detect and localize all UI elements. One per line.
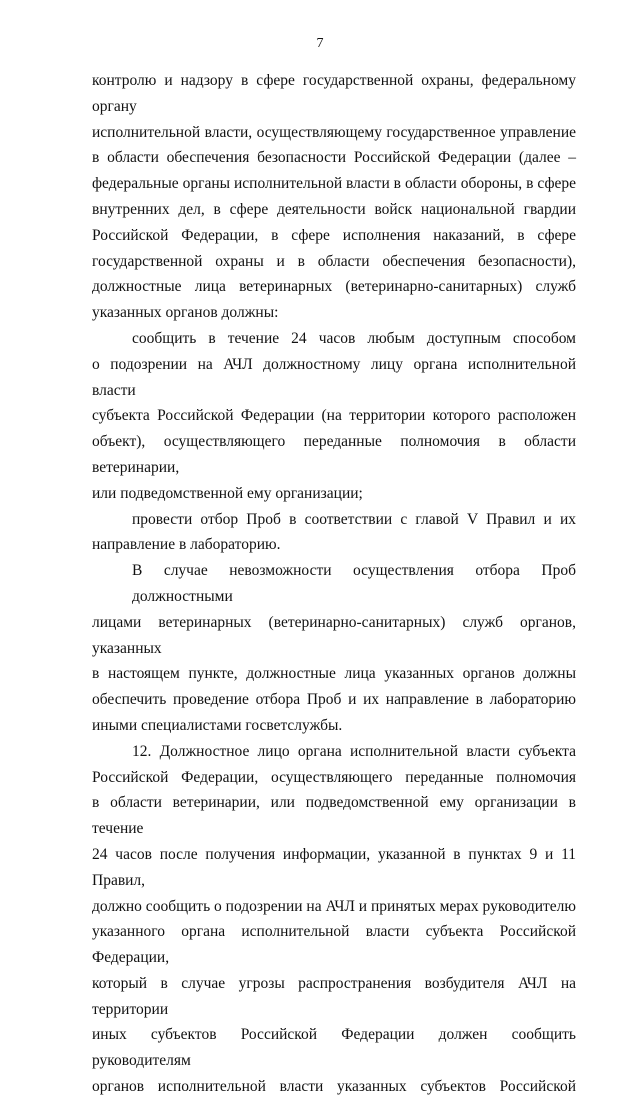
text-line: указанного органа исполнительной власти субъекта Российской Федерации, [92,923,576,967]
text-line: указанных органов должны: [92,304,279,322]
document-body [92,68,576,1100]
text-line: органов исполнительной власти указанных субъектов Российской [92,1078,576,1096]
text-line: 24 часов после получения информации, указанной в пунктах 9 и 11 Правил, [92,845,576,889]
text-line: государственной охраны и в области обеспечения безопасности), [92,252,576,270]
text-line: исполнительной власти, осуществляющему государственное управление [92,123,576,141]
paragraph-impossibility [92,558,576,739]
text-line: лицами ветеринарных (ветеринарно-санитарных) служб органов, указанных [92,613,576,657]
text-line: должно сообщить о подозрении на АЧЛ и принятых мерах руководителю [92,897,576,915]
text-line: направление в лабораторию. [92,536,281,554]
text-line: контролю и надзору в сфере государственной охраны, федеральному органу [92,72,576,115]
paragraph-continuation [92,68,576,326]
paragraph-report-suspicion [92,326,576,507]
paragraph-item-12 [92,739,576,1100]
text-line: Российской Федерации, в сфере исполнения наказаний, в сфере [92,226,576,244]
text-line: в настоящем пункте, должностные лица указанных органов должны [92,665,576,683]
text-line: Российской Федерации, осуществляющего переданные полномочия [92,768,576,786]
text-line: провести отбор Проб в соответствии с главой V Правил и их [132,510,576,528]
text-line: иных субъектов Российской Федерации должен сообщить руководителям [92,1026,576,1070]
text-line: федеральные органы исполнительной власти в области обороны, в сфере [92,175,576,193]
text-line: иными специалистами госветслужбы. [92,716,343,734]
text-line: В случае невозможности осуществления отбора Проб должностными [132,562,576,605]
text-line: объект), осуществляющего переданные полномочия в области ветеринарии, [92,433,576,476]
text-line: должностные лица ветеринарных (ветеринарно-санитарных) служб [92,278,576,296]
text-line: внутренних дел, в сфере деятельности войск национальной гвардии [92,200,576,218]
paragraph-sampling [92,507,576,559]
text-line: о подозрении на АЧЛ должностному лицу органа исполнительной власти [92,355,576,399]
text-line: в области ветеринарии, или подведомственной ему организации в течение [92,794,576,838]
page-number: 7 [316,36,324,51]
text-line: в области обеспечения безопасности Российской Федерации (далее – [92,149,576,167]
text-line: обеспечить проведение отбора Проб и их направление в лабораторию [92,691,576,709]
text-line: или подведомственной ему организации; [92,484,363,502]
text-line: сообщить в течение 24 часов любым доступным способом [132,329,576,347]
text-line: субъекта Российской Федерации (на территории которого расположен [92,407,576,425]
text-line: 12. Должностное лицо органа исполнительной власти субъекта [132,742,576,760]
text-line: который в случае угрозы распространения возбудителя АЧЛ на территории [92,974,576,1018]
